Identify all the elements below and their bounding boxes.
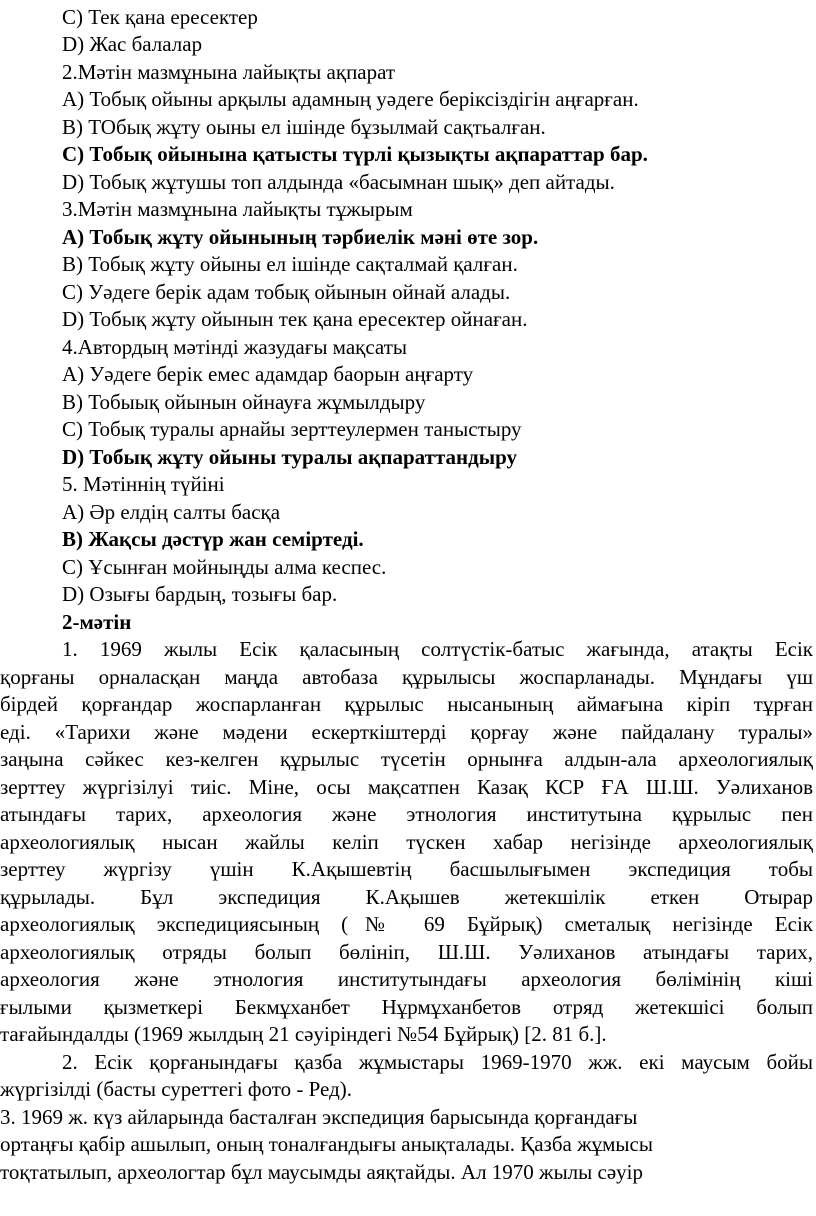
paragraph-line: 2. Есік қорғанындағы қазба жұмыстары 1969-1970 жж. екі маусым бойы <box>62 1050 813 1074</box>
paragraph-line: қорғаны орналасқан маңда автобаза құрылысы жоспарланады. Мұндағы үш <box>0 665 813 689</box>
q4-option-d-correct: D) Тобық жұту ойыны туралы ақпараттандыру <box>62 445 518 469</box>
paragraph-line: атындағы тарих, археология және этнология институтына құрылыс пен <box>0 802 813 826</box>
q2-option-b: B) ТОбық жұту оыны ел ішінде бұзылмай сақтьалған. <box>62 115 546 139</box>
q5-option-b-correct: B) Жақсы дәстүр жан семіртеді. <box>62 527 364 551</box>
q3-option-d: D) Тобық жұту ойынын тек қана ересектер ойнаған. <box>62 307 528 331</box>
paragraph-line: археологиялық отряды болып бөлініп, Ш.Ш. Уәлиханов атындағы тарих, <box>0 940 813 964</box>
q4-title: 4.Автордың мәтінді жазудағы мақсаты <box>62 335 407 359</box>
paragraph-line: тағайындалды (1969 жылдың 21 сәуіріндегі №54 Бұйрық) [2. 81 б.]. <box>0 1022 607 1046</box>
paragraph-line: жүргізілді (басты суреттегі фото - Ред). <box>0 1077 353 1101</box>
paragraph-line: бірдей қорғандар жоспарланған құрылыс нысанының аймағына кіріп тұрған <box>0 692 813 716</box>
paragraph-line: археологиялық экспедициясының (№ 69 Бұйрық) сметалық негізінде Есік <box>0 912 813 936</box>
q4-option-a: A) Уәдеге берік емес адамдар баорын аңғарту <box>62 362 474 386</box>
q2-option-a: A) Тобық ойыны арқылы адамның уәдеге беріксіздігін аңғарған. <box>62 87 639 111</box>
q3-option-b: B) Тобық жұту ойыны ел ішінде сақталмай қалған. <box>62 252 518 276</box>
q3-title: 3.Мәтін мазмұнына лайықты тұжырым <box>62 197 413 221</box>
text2-heading: 2-мәтін <box>62 610 132 634</box>
q5-option-a: A) Әр елдің салты басқа <box>62 500 281 524</box>
paragraph-line: 1. 1969 жылы Есік қаласының солтүстік-батыс жағында, атақты Есік <box>62 637 813 661</box>
paragraph-line: заңына сәйкес кез-келген құрылыс түсетін орнынға алдын-ала археологиялық <box>0 747 813 771</box>
paragraph-line: ортаңғы қабір ашылып, оның тоналғандығы анықталады. Қазба жұмысы <box>0 1132 653 1156</box>
q2-option-d: D) Тобық жұтушы топ алдында «басымнан шық» деп айтады. <box>62 170 615 194</box>
paragraph-line: 3. 1969 ж. күз айларында басталған экспедиция барысында қорғандағы <box>0 1105 638 1129</box>
q5-option-d: D) Озығы бардың, тозығы бар. <box>62 582 338 606</box>
q4-option-c: C) Тобық туралы арнайы зерттеулермен таныстыру <box>62 417 522 441</box>
q3-option-c: C) Уәдеге берік адам тобық ойынын ойнай алады. <box>62 280 511 304</box>
paragraph-line: археологиялық нысан жайлы келіп түскен хабар негізінде археологиялық <box>0 830 813 854</box>
paragraph-line: еді. «Тарихи және мәдени ескерткіштерді қорғау және пайдалану туралы» <box>0 720 813 744</box>
paragraph-line: зерттеу жүргізу үшін К.Ақышевтің басшылығымен экспедиция тобы <box>0 857 813 881</box>
q2-title: 2.Мәтін мазмұнына лайықты ақпарат <box>62 60 396 84</box>
q3-option-a-correct: A) Тобық жұту ойынының тәрбиелік мәні өте зор. <box>62 225 539 249</box>
q5-title: 5. Мәтіннің түйіні <box>62 472 225 496</box>
q5-option-c: C) Ұсынған мойныңды алма кеспес. <box>62 555 387 579</box>
q1-option-c: C) Тек қана ересектер <box>62 5 258 29</box>
q4-option-b: B) Тобыық ойынын ойнауға жұмылдыру <box>62 390 426 414</box>
q1-option-d: D) Жас балалар <box>62 32 203 56</box>
q2-option-c-correct: C) Тобық ойынына қатысты түрлі қызықты ақпараттар бар. <box>62 142 648 166</box>
paragraph-line: зерттеу жүргізілуі тиіс. Міне, осы мақсатпен Казақ КСР ҒА Ш.Ш. Уәлиханов <box>0 775 813 799</box>
paragraph-line: археология және этнология институтындағы археология бөлімінің кіші <box>0 967 813 991</box>
paragraph-line: құрылады. Бұл экспедиция К.Ақышев жетекшілік еткен Отырар <box>0 885 813 909</box>
paragraph-line: тоқтатылып, археологтар бұл маусымды аяқтайды. Ал 1970 жылы сәуір <box>0 1160 643 1184</box>
paragraph-line: ғылыми қызметкері Бекмұханбет Нұрмұханбетов отряд жетекшісі болып <box>0 995 813 1019</box>
